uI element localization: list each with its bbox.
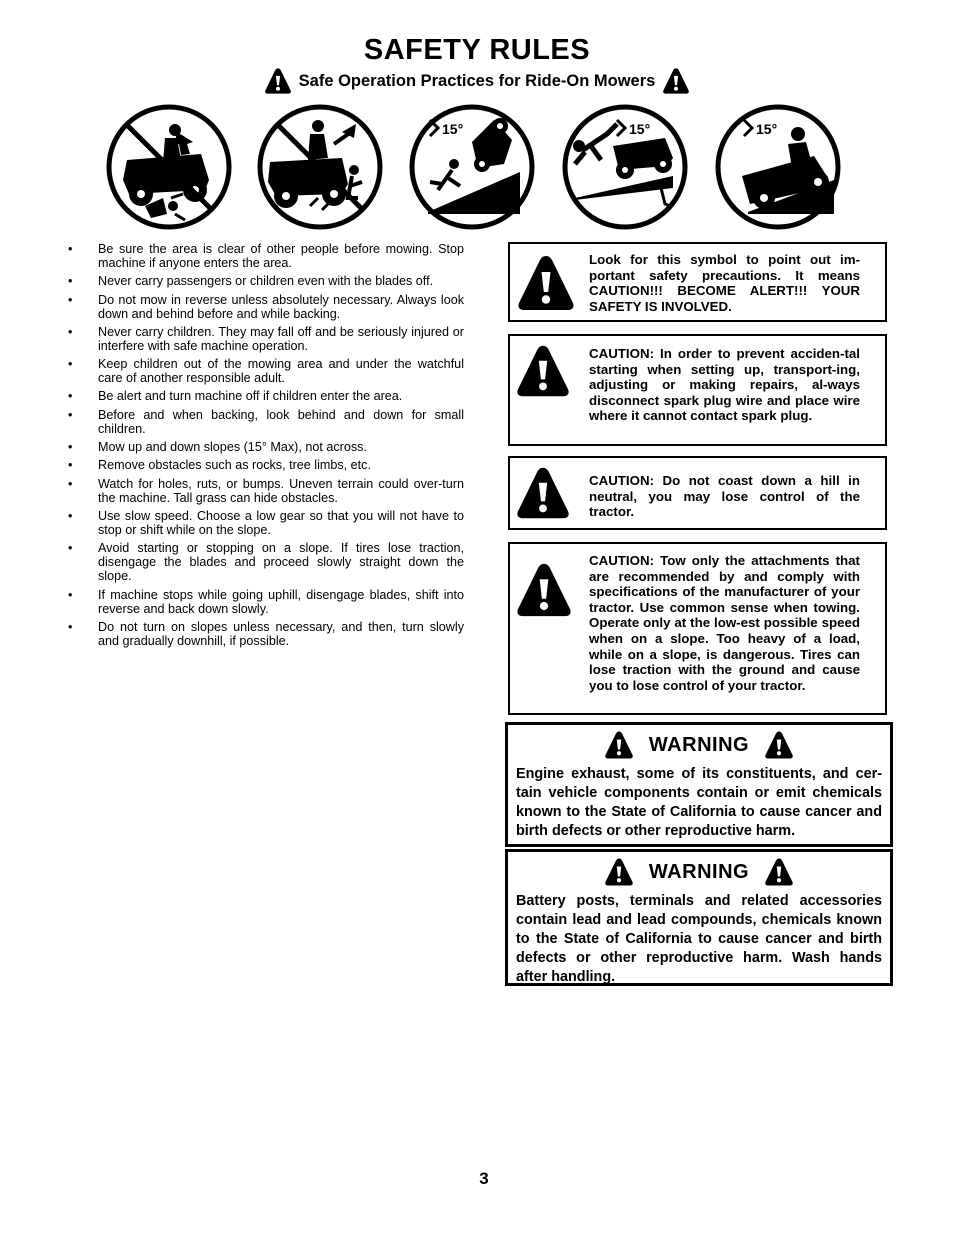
caution-box: [508, 334, 887, 446]
warning-box: [505, 849, 893, 986]
max-slope-15-degrees-icon: [561, 102, 689, 232]
list-item: • Be alert and turn machine off if children enter the area.: [68, 389, 464, 403]
list-item: • Watch for holes, ruts, or bumps. Uneven terrain could over-turn the machine. Tall grass can hide obstacles.: [68, 477, 464, 505]
page-number: 3: [479, 1169, 489, 1188]
caution-box: [508, 242, 887, 322]
list-item: • Do not turn on slopes unless necessary, and then, turn slowly and gradually downhill, if possible.: [68, 620, 464, 648]
caution-box: [508, 456, 887, 530]
alert-triangle-icon: [763, 857, 795, 887]
caution-text: CAUTION: In order to prevent acciden-tal starting when setting up, transport-ing, adjusting or making repairs, al-ways disconnect spark plug wire and place wire where it cannot contact spark plug.: [589, 346, 860, 424]
list-item: • Use slow speed. Choose a low gear so that you will not have to stop or shift while on the slope.: [68, 509, 464, 537]
list-item: • Remove obstacles such as rocks, tree limbs, etc.: [68, 458, 464, 472]
caution-text: Look for this symbol to point out im-portant safety precautions. It means CAUTION!!! BECOME ALERT!!! YOUR SAFETY IS INVOLVED.: [589, 252, 860, 314]
alert-triangle-icon: [515, 253, 577, 313]
warning-heading: WARNING: [648, 733, 750, 756]
list-item: • Keep children out of the mowing area and under the watchful care of another responsible adult.: [68, 357, 464, 385]
page-title: SAFETY RULES: [363, 34, 591, 66]
alert-triangle-icon: [603, 730, 635, 760]
warning-text: Engine exhaust, some of its constituents, and cer-tain vehicle components contain or emit chemicals known to the State of California to cause cancer and birth defects or other reproductive harm.: [516, 766, 882, 839]
list-item: • Avoid starting or stopping on a slope. If tires lose traction, disengage the blades and proceed slowly straight down the slope.: [68, 541, 464, 583]
warning-box: [505, 722, 893, 847]
list-item: • Mow up and down slopes (15° Max), not across.: [68, 440, 464, 454]
list-item: • Before and when backing, look behind and down for small children.: [68, 408, 464, 436]
max-slope-15-degrees-icon: [408, 102, 536, 232]
max-slope-15-degrees-icon: [714, 102, 842, 232]
slope-angle-label: 15°: [442, 121, 464, 137]
caution-text: CAUTION: Tow only the attachments that are recommended by and comply with specifications of the manufacturer of your tractor. Use common sense when towing. Operate only at the low-est possible speed when on a slope. Too heavy of a load, while on a slope, is dangerous. Tires can lose traction with the ground and cause you to lose control of your tractor.: [589, 553, 860, 693]
warning-header: [508, 856, 890, 888]
alert-triangle-icon: [263, 67, 293, 95]
safety-bullet-list: [68, 242, 464, 652]
list-item: • Never carry children. They may fall off and be seriously injured or interfere with safe machine operation.: [68, 325, 464, 353]
caution-text: CAUTION: Do not coast down a hill in neutral, you may lose control of the tractor.: [589, 473, 860, 520]
slope-angle-label: 15°: [756, 121, 778, 137]
safety-pictograms: [105, 102, 847, 234]
warning-header: [508, 729, 890, 761]
page-subtitle: [0, 68, 954, 94]
no-reverse-mowing-icon: [256, 102, 384, 232]
subtitle-text: Safe Operation Practices for Ride-On Mowers: [298, 71, 656, 90]
list-item: • If machine stops while going uphill, disengage blades, shift into reverse and back down slowly.: [68, 588, 464, 616]
alert-triangle-icon: [515, 560, 573, 620]
warning-text: Battery posts, terminals and related accessories contain lead and lead compounds, chemicals known to the State of California to cause cancer and birth defects or other reproductive harm. Wash hands after handling.: [516, 893, 882, 985]
warning-heading: WARNING: [648, 860, 750, 883]
alert-triangle-icon: [661, 67, 691, 95]
list-item: • Do not mow in reverse unless absolutely necessary. Always look down and behind before and while backing.: [68, 293, 464, 321]
alert-triangle-icon: [603, 857, 635, 887]
slope-angle-label: 15°: [629, 121, 651, 137]
alert-triangle-icon: [515, 342, 571, 400]
alert-triangle-icon: [515, 464, 571, 522]
caution-box: [508, 542, 887, 715]
list-item: • Never carry passengers or children even with the blades off.: [68, 274, 464, 288]
alert-triangle-icon: [763, 730, 795, 760]
list-item: • Be sure the area is clear of other people before mowing. Stop machine if anyone enters the area.: [68, 242, 464, 270]
no-bystanders-near-mower-icon: [105, 102, 233, 232]
